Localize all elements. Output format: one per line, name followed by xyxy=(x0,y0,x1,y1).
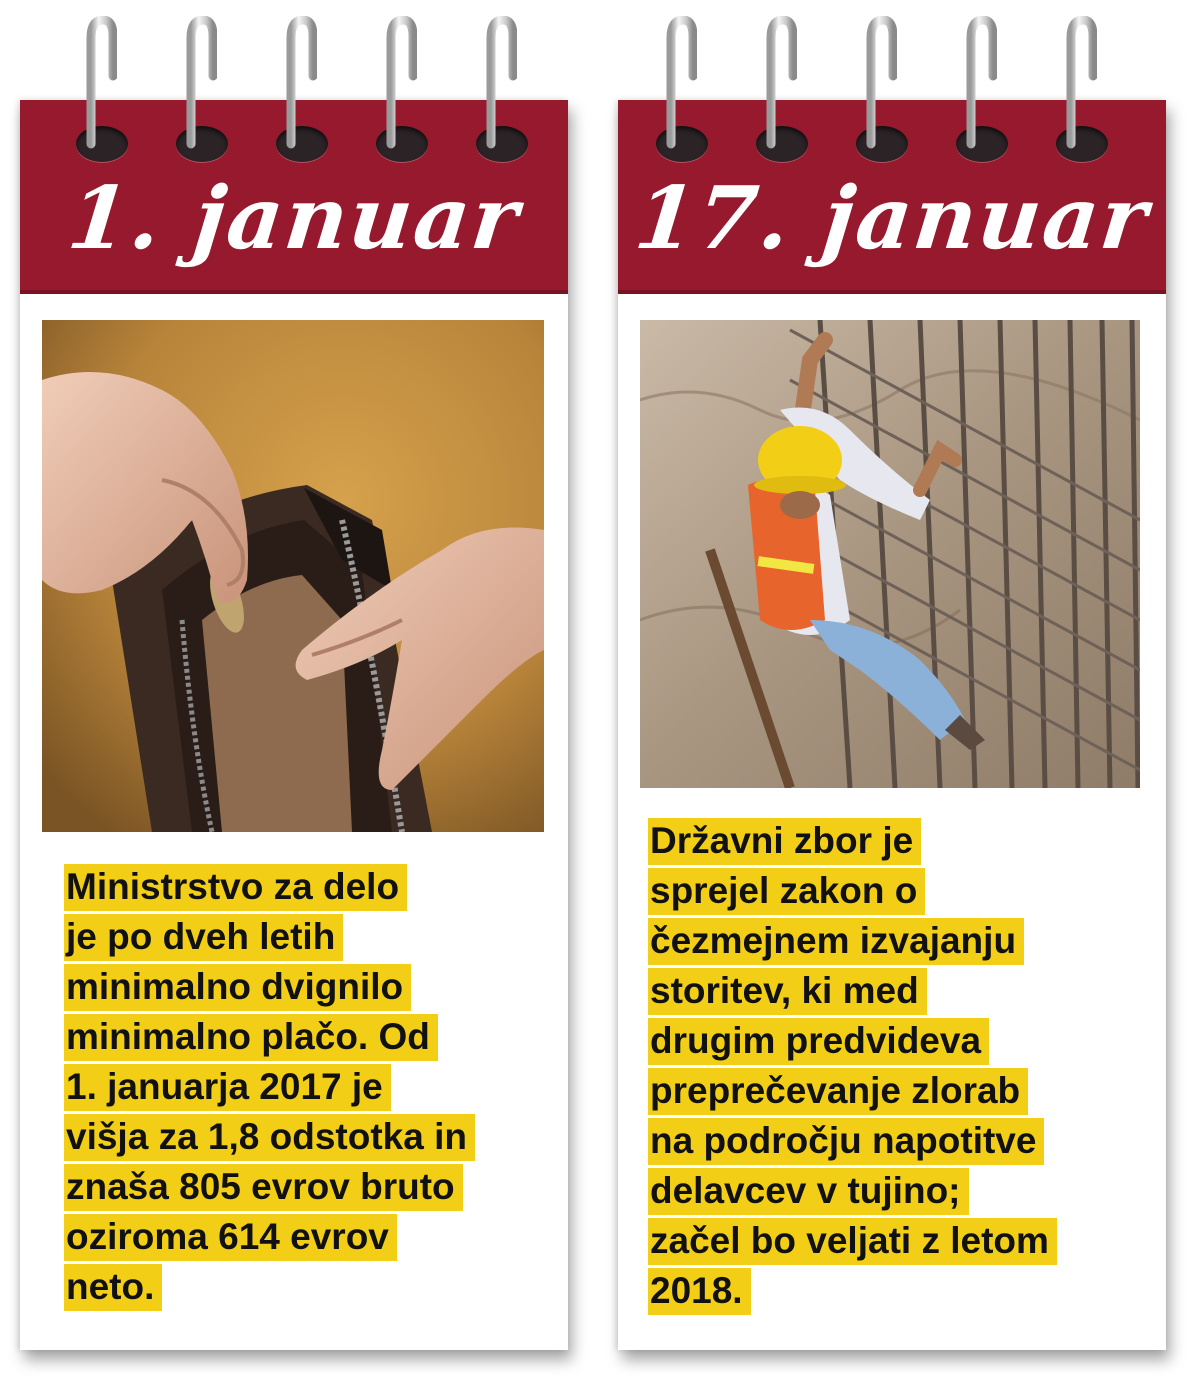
text-line: 1. januarja 2017 je xyxy=(64,1062,548,1112)
text-line: na področju napotitve xyxy=(648,1116,1146,1166)
spiral-ring-icon xyxy=(483,16,517,152)
text-line: neto. xyxy=(64,1262,548,1312)
text-line: višja za 1,8 odstotka in xyxy=(64,1112,548,1162)
spiral-ring-icon xyxy=(663,16,697,152)
text-line: minimalno plačo. Od xyxy=(64,1012,548,1062)
text-line: storitev, ki med xyxy=(648,966,1146,1016)
spiral-ring-icon xyxy=(183,16,217,152)
event-description xyxy=(648,816,1146,1316)
spiral-ring-icon xyxy=(963,16,997,152)
spiral-ring-icon xyxy=(383,16,417,152)
text-line: znaša 805 evrov bruto xyxy=(64,1162,548,1212)
text-line: sprejel zakon o xyxy=(648,866,1146,916)
spiral-ring-icon xyxy=(863,16,897,152)
text-line: drugim predvideva xyxy=(648,1016,1146,1066)
text-line: preprečevanje zlorab xyxy=(648,1066,1146,1116)
text-line: je po dveh letih xyxy=(64,912,548,962)
calendar-date: 17. januar xyxy=(630,168,1154,269)
spiral-ring-icon xyxy=(283,16,317,152)
calendar-date: 1. januar xyxy=(63,168,525,269)
construction-worker-photo xyxy=(640,320,1140,788)
event-description xyxy=(64,862,548,1312)
text-line: delavcev v tujino; xyxy=(648,1166,1146,1216)
text-line: Ministrstvo za delo xyxy=(64,862,548,912)
spiral-ring-icon xyxy=(763,16,797,152)
spiral-ring-icon xyxy=(83,16,117,152)
calendar-card-1 xyxy=(20,100,568,1350)
text-line: začel bo veljati z letom xyxy=(648,1216,1146,1266)
text-line: Državni zbor je xyxy=(648,816,1146,866)
text-line: čezmejnem izvajanju xyxy=(648,916,1146,966)
calendar-card-2 xyxy=(618,100,1166,1350)
text-line: oziroma 614 evrov xyxy=(64,1212,548,1262)
text-line: 2018. xyxy=(648,1266,1146,1316)
wallet-photo xyxy=(42,320,544,832)
text-line: minimalno dvignilo xyxy=(64,962,548,1012)
spiral-ring-icon xyxy=(1063,16,1097,152)
